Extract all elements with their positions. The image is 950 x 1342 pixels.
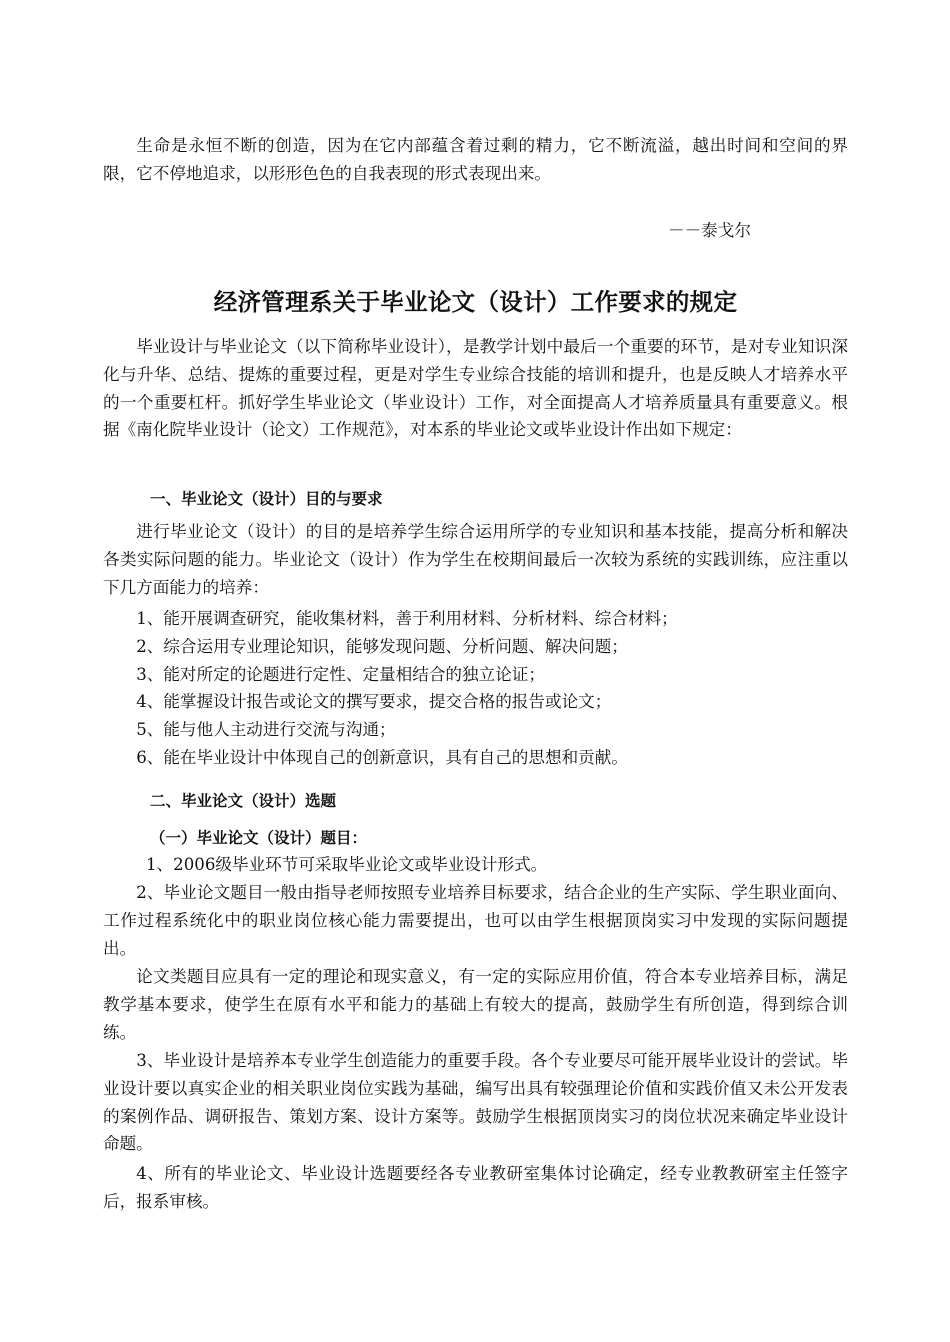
- list-item: 5、能与他人主动进行交流与沟通；: [136, 720, 396, 740]
- section2-item3: 3、毕业设计是培养本专业学生创造能力的重要手段。各个专业要尽可能开展毕业设计的尝试。毕业设计要以真实企业的相关职业岗位实践为基础，编写出具有较强理论价值和实践价值又未公开发表的案例作品、调研报告、策划方案、设计方案等。鼓励学生根据顶岗实习的岗位状况来确定毕业设计命题。: [103, 1051, 848, 1154]
- intro-paragraph: 毕业设计与毕业论文（以下简称毕业设计），是教学计划中最后一个重要的环节，是对专业知识深化与升华、总结、提炼的重要过程，更是对学生专业综合技能的培训和提升，也是反映人才培养水平的一个重要杠杆。抓好学生毕业论文（毕业设计）工作，对全面提高人才培养质量具有重要意义。根据《南化院毕业设计（论文）工作规范》，对本系的毕业论文或毕业设计作出如下规定：: [103, 337, 848, 440]
- section2-item4: 4、所有的毕业论文、毕业设计选题要经各专业教研室集体讨论确定，经专业教教研室主任签字后，报系审核。: [103, 1164, 848, 1211]
- section2-subheading: （一）毕业论文（设计）题目：: [150, 829, 368, 847]
- quote-text: 生命是永恒不断的创造，因为在它内部蕴含着过剩的精力，它不断流溢，越出时间和空间的界限，它不停地追求，以形形色色的自我表现的形式表现出来。: [103, 136, 848, 183]
- section2-topic-paragraph: 论文类题目应具有一定的理论和现实意义，有一定的实际应用价值，符合本专业培养目标，满足教学基本要求，使学生在原有水平和能力的基础上有较大的提高，鼓励学生有所创造，得到综合训练。: [103, 967, 848, 1042]
- list-item: 4、能掌握设计报告或论文的撰写要求，提交合格的报告或论文；: [136, 692, 612, 712]
- quote-author: －－泰戈尔: [668, 221, 751, 240]
- section2-item2: 2、毕业论文题目一般由指导老师按照专业培养目标要求，结合企业的生产实际、学生职业面向、工作过程系统化中的职业岗位核心能力需要提出，也可以由学生根据顶岗实习中发现的实际问题提出。: [103, 883, 848, 958]
- list-item: 2、综合运用专业理论知识，能够发现问题、分析问题、解决问题；: [136, 636, 628, 656]
- section1-list: [103, 605, 848, 772]
- section2-item1: 1、2006级毕业环节可采取毕业论文或毕业设计形式。: [146, 855, 548, 874]
- list-item: 6、能在毕业设计中体现自己的创新意识，具有自己的思想和贡献。: [136, 747, 628, 767]
- section1-paragraph: 进行毕业论文（设计）的目的是培养学生综合运用所学的专业知识和基本技能，提高分析和解决各类实际问题的能力。毕业论文（设计）作为学生在校期间最后一次较为系统的实践训练，应注重以下几方面能力的培养：: [103, 522, 848, 597]
- list-item: 1、能开展调查研究，能收集材料，善于利用材料、分析材料、综合材料；: [136, 609, 678, 628]
- section2-heading: 二、毕业论文（设计）选题: [150, 792, 337, 810]
- list-item: 3、能对所定的论题进行定性、定量相结合的独立论证；: [136, 664, 545, 684]
- document-title: 经济管理系关于毕业论文（设计）工作要求的规定: [213, 288, 738, 316]
- section1-heading: 一、毕业论文（设计）目的与要求: [150, 490, 383, 508]
